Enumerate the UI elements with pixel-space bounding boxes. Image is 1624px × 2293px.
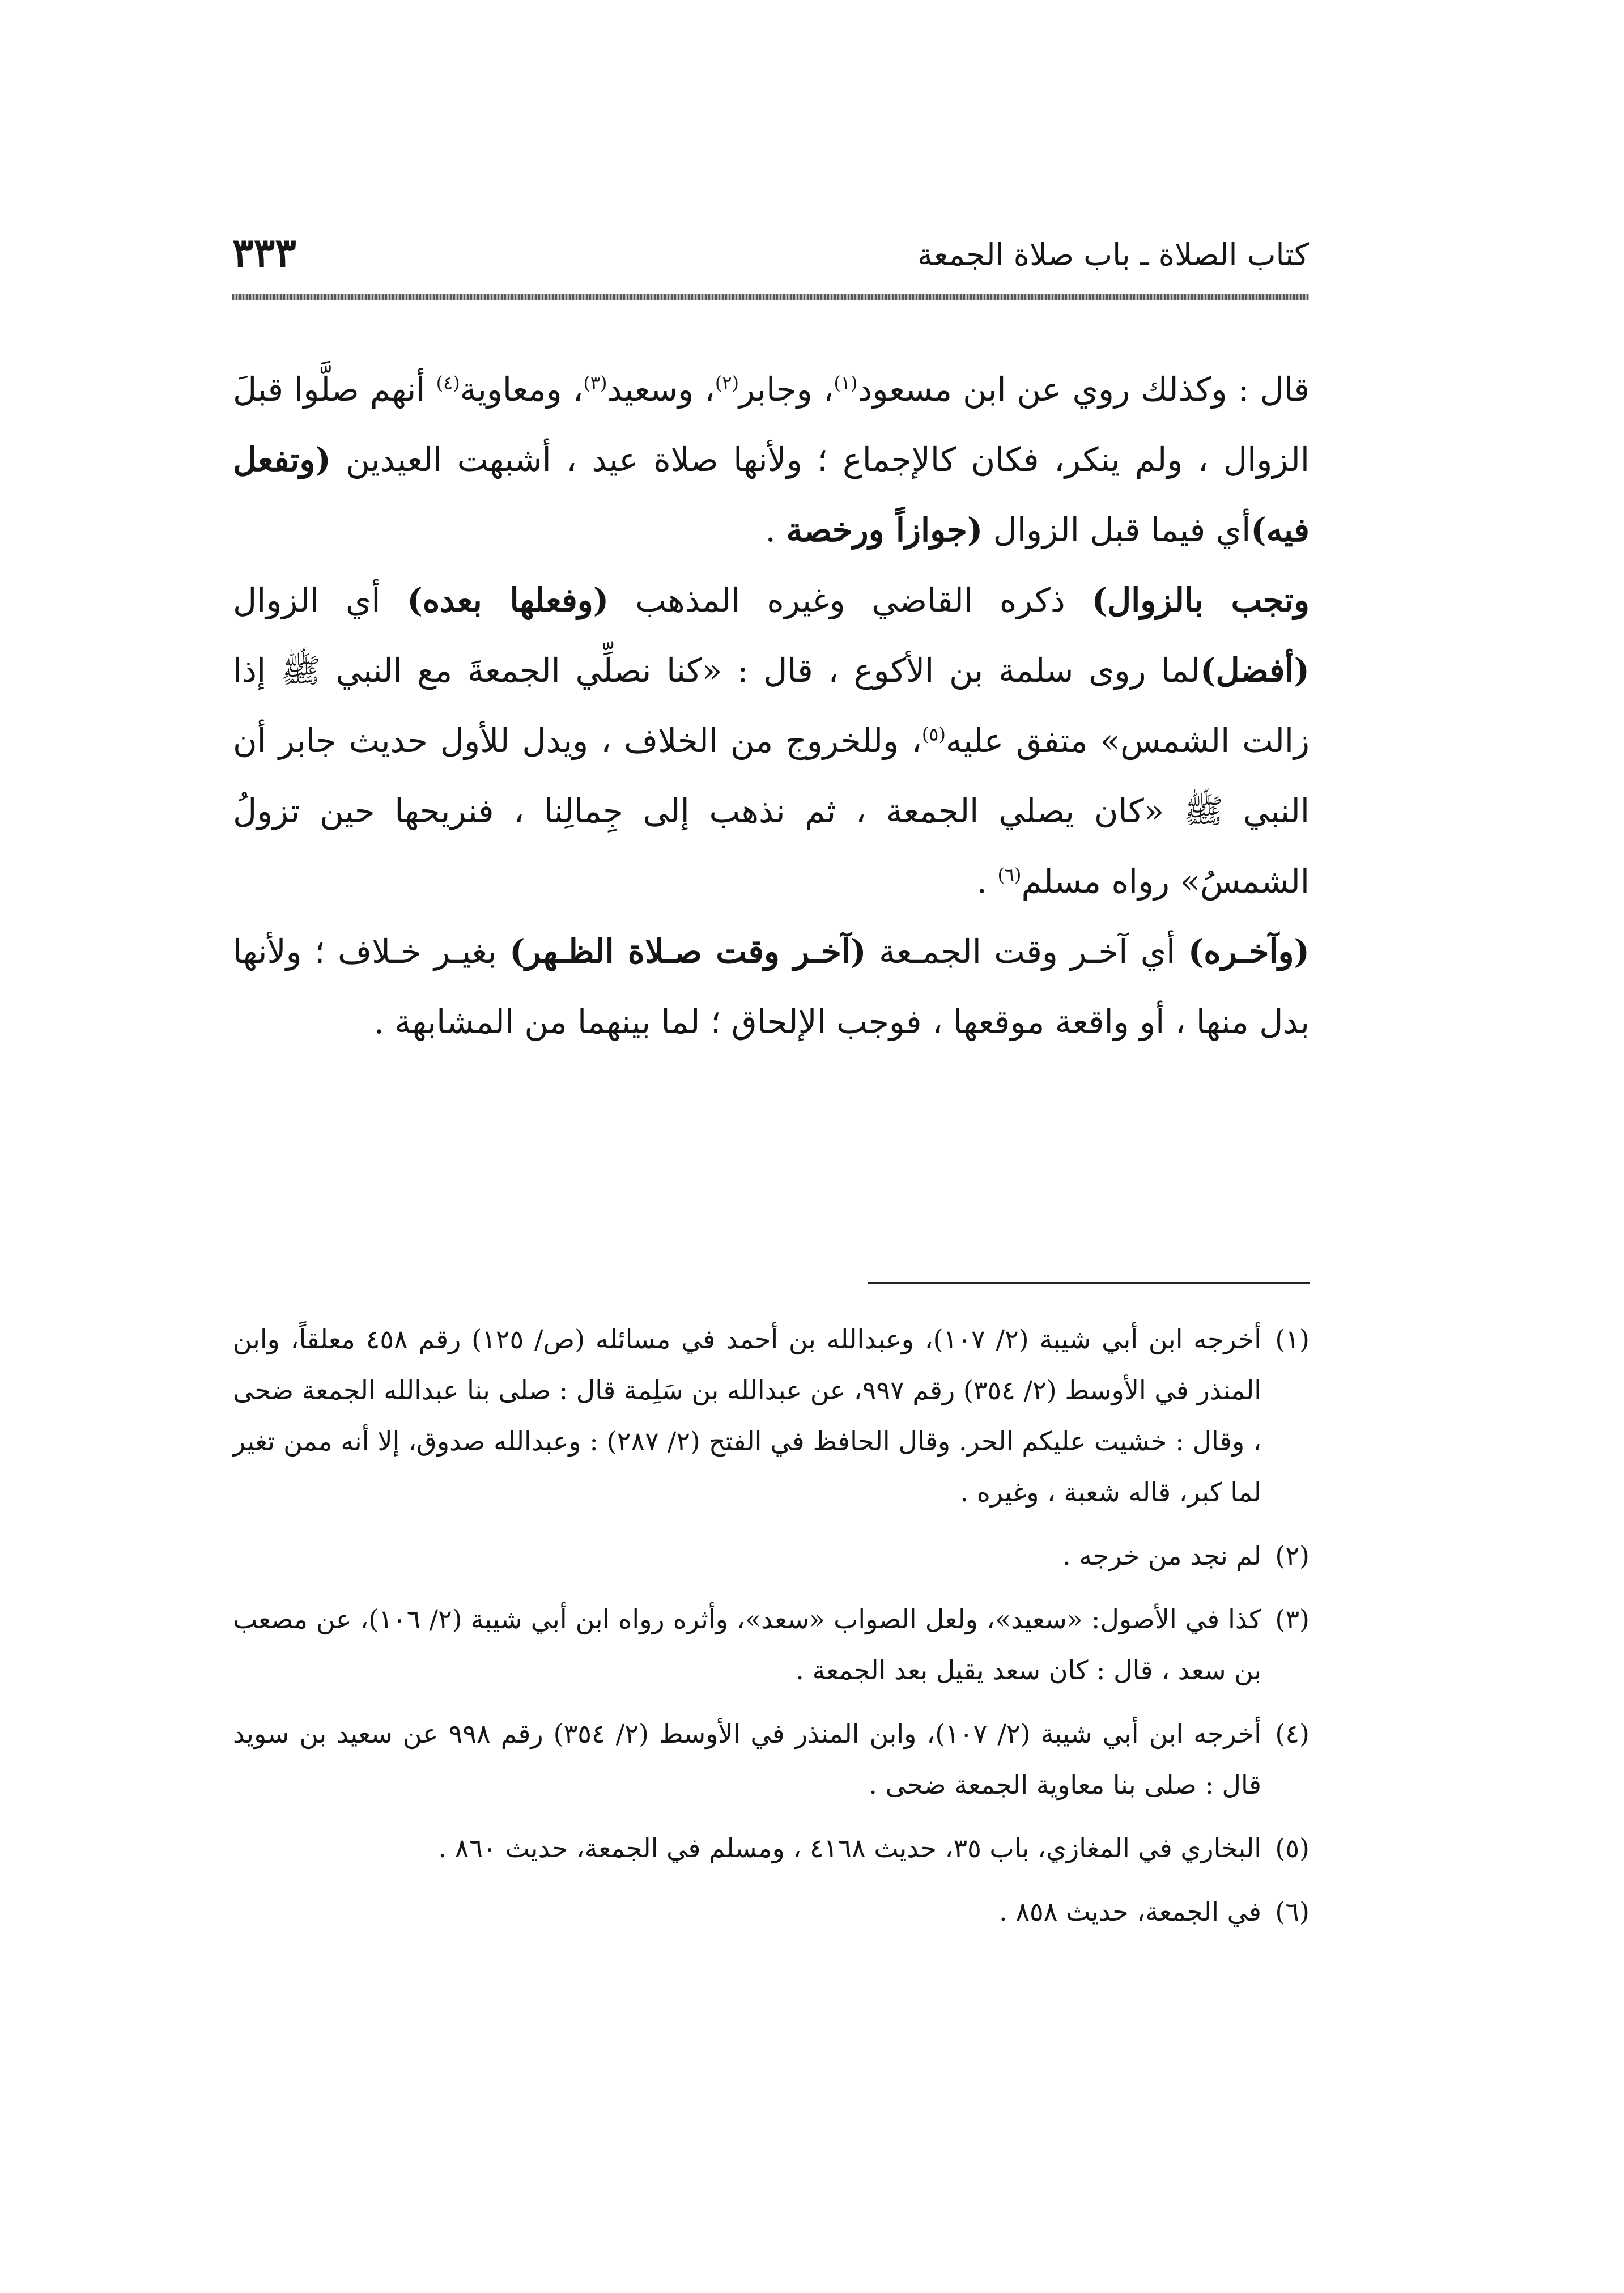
footnote-number: (٤) [1275,1718,1310,1749]
footnote-number: (٥) [1275,1833,1310,1863]
main-text [233,354,1310,1057]
footnote-item [233,1708,1310,1810]
footnote-number: (١) [1275,1324,1310,1354]
paragraph-1: قال : وكذلك روي عن ابن مسعود$^{(١)}$، وجابر$^{(٢)}$، وسعيد$^{(٣)}$، ومعاوية$^{(٤)}$ أنهم صلَّوا قبلَ الزوال ، ولم ينكر، فكان كالإجماع ؛ ولأنها صلاة عيد ، أشبهت العيدين (وتفعل فيه)أي فيما قبل الزوال (جوازاً ورخصة . [233,370,1310,549]
matn-text: (آخـر وقت صـلاة الظـهر) [509,932,866,971]
running-title: كتاب الصلاة ـ باب صلاة الجمعة [917,237,1309,273]
matn-text: (وتفعل فيه) [233,440,1310,549]
page-header [232,224,1309,286]
footnote-ref-2: (٢) [715,372,739,394]
footnote-ref-6: (٦) [997,864,1022,886]
footnote-item [233,1886,1310,1937]
matn-text: وتجب بالزوال) [1091,581,1310,619]
page-number: ٣٣٣ [232,229,296,276]
footnote-item [233,1530,1310,1581]
matn-text: (جوازاً ورخصة [786,511,983,549]
footnote-ref-3: (٣) [583,372,607,394]
footnote-number: (٢) [1275,1540,1310,1571]
footnote-text: أخرجه ابن أبي شيبة (٢/ ١٠٧)، وابن المنذر في الأوسط (٢/ ٣٥٤) رقم ٩٩٨ عن سعيد بن سويد قال : صلى بنا معاوية الجمعة ضحى . [233,1718,1261,1800]
footnote-item [233,1314,1310,1518]
footnote-text: أخرجه ابن أبي شيبة (٢/ ١٠٧)، وعبدالله بن أحمد في مسائله (ص/ ١٢٥) رقم ٤٥٨ معلقاً، وابن المنذر في الأوسط (٢/ ٣٥٤) رقم ٩٩٧، عن عبدالله بن سَلِمة قال : صلى بنا عبدالله الجمعة ضحى ، وقال : خشيت عليكم الحر. وقال الحافظ في الفتح (٢/ ٢٨٧) : وعبدالله صدوق، إلا أنه ممن تغير لما كبر، قاله شعبة ، وغيره . [233,1324,1261,1508]
matn-text: (أفضل) [1200,651,1310,690]
footnote-ref-1: (١) [834,372,858,394]
footnote-text: في الجمعة، حديث ٨٥٨ . [999,1896,1261,1927]
matn-text: (وآخـره) [1188,932,1310,971]
footnote-ref-5: (٥) [921,723,946,745]
footnote-ref-4: (٤) [436,372,460,394]
footnote-text: البخاري في المغازي، باب ٣٥، حديث ٤١٦٨ ، ومسلم في الجمعة، حديث ٨٦٠ . [438,1833,1261,1863]
footnotes [233,1314,1310,1950]
footnote-number: (٦) [1275,1896,1310,1927]
paragraph-2: وتجب بالزوال) ذكره القاضي وغيره المذهب (وفعلها بعده) أي الزوال (أفضل)لما روى سلمة بن الأكوع ، قال : «كنا نصلِّي الجمعةَ مع النبي ﷺ إذا زالت الشمس» متفق عليه$^{(٥)}$، وللخروج من الخلاف ، ويدل للأول حديث جابر أن النبي ﷺ «كان يصلي الجمعة ، ثم نذهب إلى جِمالِنا ، فنريحها حين تزولُ الشمسُ» رواه مسلم$^{(٦)}$ . [233,581,1310,901]
footnote-text: لم نجد من خرجه . [1062,1540,1261,1571]
header-divider [232,294,1309,300]
matn-text: (وفعلها بعده) [407,581,609,619]
paragraph-3: (وآخـره) أي آخـر وقت الجمـعة (آخـر وقت صـلاة الظـهر) بغيـر خـلاف ؛ ولأنها بدل منها ، أو واقعة موقعها ، فوجب الإلحاق ؛ لما بينهما من المشابهة . [233,932,1310,1041]
footnote-divider [868,1282,1310,1284]
footnote-number: (٣) [1275,1604,1310,1634]
footnote-item [233,1594,1310,1696]
footnote-text: كذا في الأصول: «سعيد»، ولعل الصواب «سعد»، وأثره رواه ابن أبي شيبة (٢/ ١٠٦)، عن مصعب بن سعد ، قال : كان سعد يقيل بعد الجمعة . [233,1604,1261,1685]
footnote-item [233,1823,1310,1874]
